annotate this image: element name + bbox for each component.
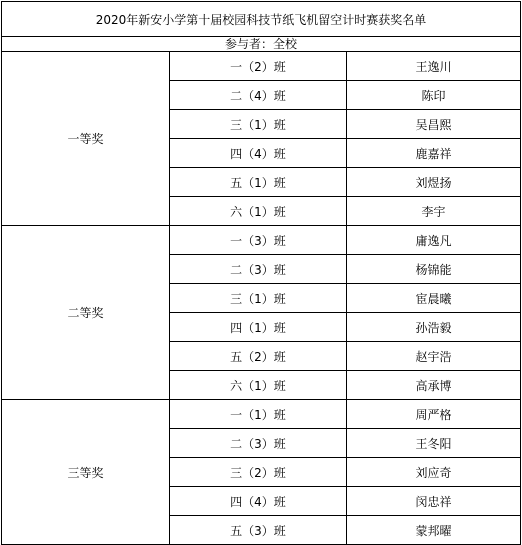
class-cell: 二（3）班 bbox=[170, 255, 347, 284]
winner-name-cell: 吴昌熙 bbox=[347, 110, 521, 139]
winner-name-cell: 赵宇浩 bbox=[347, 342, 521, 371]
class-cell: 一（2）班 bbox=[170, 52, 347, 81]
prize-level: 二等奖 bbox=[2, 226, 170, 400]
winner-name-cell: 王逸川 bbox=[347, 52, 521, 81]
winner-name-cell: 宦晨曦 bbox=[347, 284, 521, 313]
class-cell: 二（4）班 bbox=[170, 81, 347, 110]
class-cell: 四（1）班 bbox=[170, 313, 347, 342]
class-cell: 五（2）班 bbox=[170, 342, 347, 371]
class-cell: 四（4）班 bbox=[170, 139, 347, 168]
class-cell: 三（1）班 bbox=[170, 110, 347, 139]
prize-level: 一等奖 bbox=[2, 52, 170, 226]
title-row bbox=[2, 2, 521, 37]
winner-name-cell: 庸逸凡 bbox=[347, 226, 521, 255]
prize-level: 三等奖 bbox=[2, 400, 170, 545]
class-cell: 六（1）班 bbox=[170, 371, 347, 400]
class-cell: 三（2）班 bbox=[170, 458, 347, 487]
winner-name-cell: 鹿嘉祥 bbox=[347, 139, 521, 168]
winner-name-cell: 孙浩毅 bbox=[347, 313, 521, 342]
class-cell: 一（3）班 bbox=[170, 226, 347, 255]
winner-name-cell: 刘应奇 bbox=[347, 458, 521, 487]
class-cell: 四（4）班 bbox=[170, 487, 347, 516]
class-cell: 一（1）班 bbox=[170, 400, 347, 429]
winner-name-cell: 陈印 bbox=[347, 81, 521, 110]
winner-name-cell: 李宇 bbox=[347, 197, 521, 226]
winner-name-cell: 刘煜扬 bbox=[347, 168, 521, 197]
participants-label: 参与者：全校 bbox=[2, 37, 521, 52]
class-cell: 三（1）班 bbox=[170, 284, 347, 313]
winner-name-cell: 周严格 bbox=[347, 400, 521, 429]
class-cell: 五（3）班 bbox=[170, 516, 347, 545]
subtitle-row bbox=[2, 37, 521, 52]
winner-name-cell: 闵忠祥 bbox=[347, 487, 521, 516]
winner-name-cell: 蒙邦曜 bbox=[347, 516, 521, 545]
class-cell: 五（1）班 bbox=[170, 168, 347, 197]
winner-name-cell: 王冬阳 bbox=[347, 429, 521, 458]
winner-name-cell: 杨锦能 bbox=[347, 255, 521, 284]
class-cell: 二（3）班 bbox=[170, 429, 347, 458]
award-table bbox=[1, 1, 521, 545]
table-row bbox=[2, 226, 521, 255]
class-cell: 六（1）班 bbox=[170, 197, 347, 226]
table-row bbox=[2, 400, 521, 429]
table-row bbox=[2, 52, 521, 81]
award-sheet bbox=[1, 1, 520, 545]
sheet-title: 2020年新安小学第十届校园科技节纸飞机留空计时赛获奖名单 bbox=[2, 2, 521, 37]
winner-name-cell: 高承博 bbox=[347, 371, 521, 400]
